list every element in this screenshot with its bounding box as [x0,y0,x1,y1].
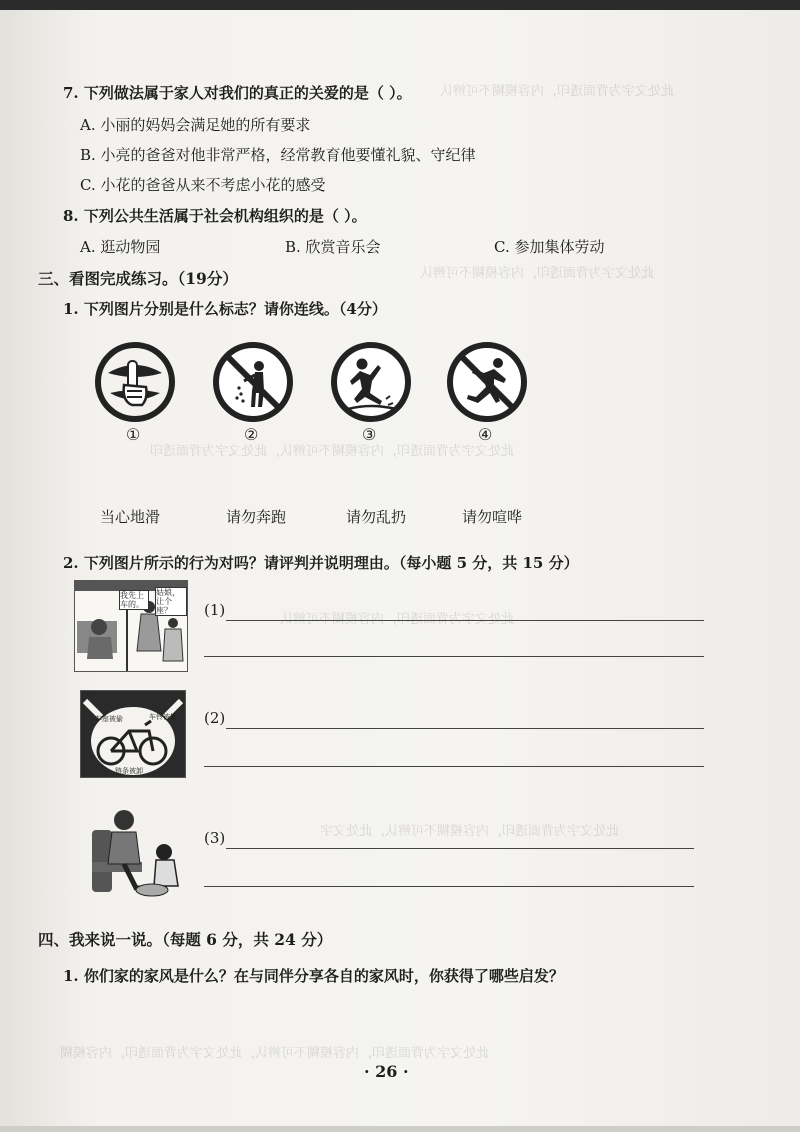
q7-option-a[interactable]: A. 小丽的妈妈会满足她的所有要求 [80,116,311,134]
q8-stem: 8. 下列公共生活属于社会机构组织的是（ ）。 [63,207,367,225]
washing-feet-illustration [84,806,192,902]
scan-edge [0,0,800,10]
q7-option-b[interactable]: B. 小亮的爸爸对他非常严格，经常教育他要懂礼貌、守纪律 [80,146,476,164]
q8-option-a[interactable]: A. 逛动物园 [80,238,161,256]
answer-item-2: (2) [204,709,226,727]
answer-line[interactable] [226,848,694,849]
answer-line[interactable] [226,728,704,729]
page-number: · 26 · [364,1062,409,1081]
s3-q1-stem: 1. 下列图片分别是什么标志？请你连线。（4分） [63,300,387,318]
stripped-bicycle-illustration [80,690,186,778]
bleed-through-text: 此处文字为背面透印，内容模糊不可辨认 [280,612,515,627]
bleed-through-text: 此处文字为背面透印，内容模糊不可辨认 [420,266,655,281]
q8-option-b[interactable]: B. 欣赏音乐会 [285,238,381,256]
bus-seat-illustration [74,580,188,672]
bike-label-2: 车铃被偷 [149,713,177,721]
no-running-icon [446,341,528,423]
match-label-1[interactable]: 当心地滑 [100,508,161,526]
answer-line[interactable] [204,656,704,657]
bleed-through-text: 此处文字为背面透印，内容模糊不可辨认，此处文字为背面透印，内容模糊 [60,1046,490,1061]
answer-line[interactable] [204,886,694,887]
bleed-through-text: 此处文字为背面透印，内容模糊不可辨认 [440,84,675,99]
match-label-3[interactable]: 请勿乱扔 [346,508,407,526]
answer-item-3: (3) [204,829,226,847]
no-littering-icon [212,341,294,423]
bleed-through-text: 此处文字为背面透印，内容模糊不可辨认，此处文字 [320,824,620,839]
quiet-sign-icon [94,341,176,423]
q7-option-c[interactable]: C. 小花的爸爸从来不考虑小花的感受 [80,176,326,194]
sign-number-2: ② [244,425,259,444]
s3-q2-stem: 2. 下列图片所示的行为对吗？请评判并说明理由。（每小题 5 分，共 15 分） [63,554,579,572]
match-label-2[interactable]: 请勿奔跑 [226,508,287,526]
q7-stem: 7. 下列做法属于家人对我们的真正的关爱的是（ ）。 [63,84,412,102]
slippery-floor-icon [330,341,412,423]
speech-bubble-2: 姑娘，让个座？ [155,587,187,616]
answer-item-1: (1) [204,601,226,619]
section3-title: 三、看图完成练习。（19分） [38,269,238,288]
speech-bubble-1: 我先上车的。 [119,590,149,610]
s4-q1-stem: 1. 你们家的家风是什么？在与同伴分享各自的家风时，你获得了哪些启发？ [63,967,564,985]
bike-label-1: 车座被偷 [95,715,123,723]
sign-number-4: ④ [478,425,493,444]
bleed-through-text: 此处文字为背面透印，内容模糊不可辨认，此处文字为背面透印 [150,444,515,459]
section4-title: 四、我来说一说。（每题 6 分，共 24 分） [38,930,333,949]
answer-line[interactable] [204,766,704,767]
answer-line[interactable] [226,620,704,621]
sign-number-3: ③ [362,425,377,444]
match-label-4[interactable]: 请勿喧哗 [462,508,523,526]
scan-edge [0,1126,800,1132]
q8-option-c[interactable]: C. 参加集体劳动 [494,238,605,256]
bike-label-3: 链条被卸 [115,767,143,775]
sign-number-1: ① [126,425,141,444]
